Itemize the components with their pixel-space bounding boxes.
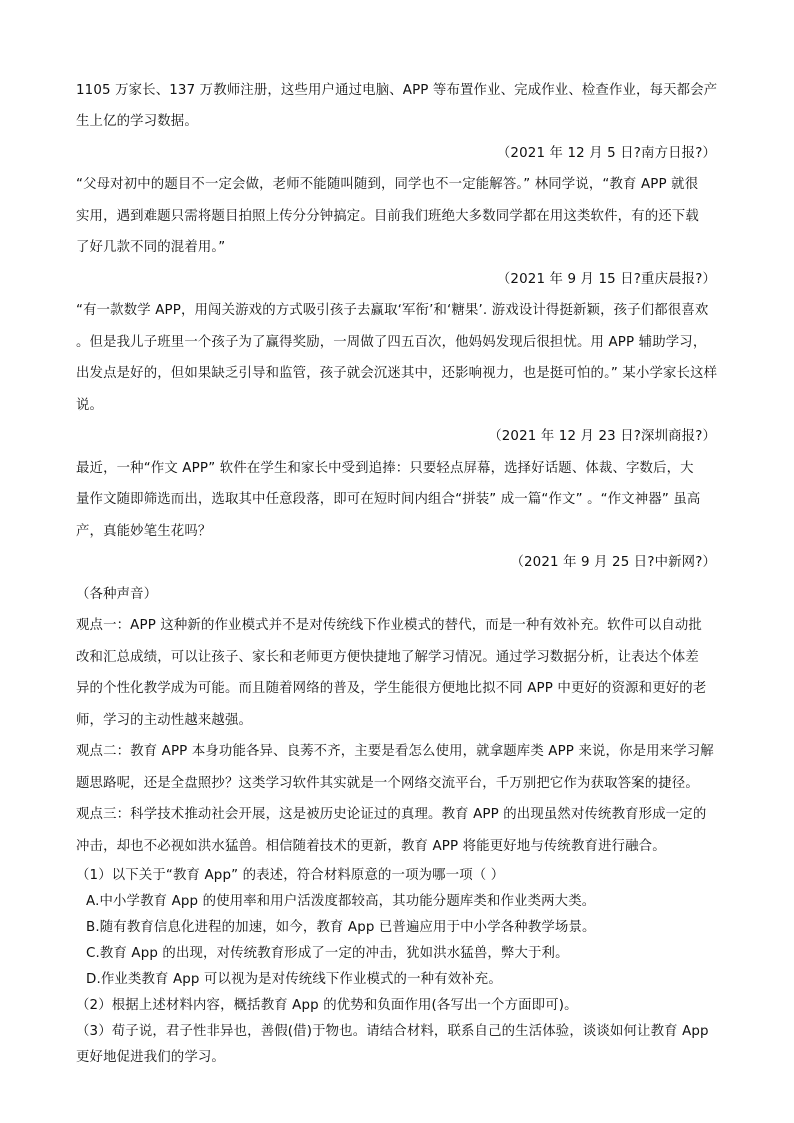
body-line: 。但是我儿子班里一个孩子为了赢得奖励，一周做了四五百次，他妈妈发现后很担忧。用 APP 辅助学习，: [76, 335, 707, 350]
body-line: 最近，一种“作文 APP” 软件在学生和家长中受到追捧：只要轻点屏幕，选择好话题、体裁、字数后，大: [76, 461, 694, 476]
viewpoint-line: 冲击，却也不必视如洪水猛兽。相信随着技术的更新，教育 APP 将能更好地与传统教育进行融合。: [76, 839, 666, 854]
body-line: 说。: [76, 398, 104, 413]
body-line: 了好几款不同的混着用。”: [76, 240, 226, 255]
source-citation: （2021 年 12 月 23 日?深圳商报?）: [488, 429, 716, 444]
source-citation: （2021 年 12 月 5 日?南方日报?）: [496, 146, 716, 161]
option-a: A.中小学教育 App 的使用率和用户活泼度都较高，其功能分题库类和作业类两大类。: [86, 894, 596, 909]
viewpoint-line: 观点二：教育 APP 本身功能各异、良莠不齐，主要是看怎么使用，就拿题库类 APP 来说，你是用来学习解: [76, 744, 714, 759]
question-3: （3）荀子说，君子性非异也，善假(借)于物也。请结合材料，联系自己的生活体验，谈谈如何让教育 App: [76, 1024, 709, 1039]
body-line: “父母对初中的题目不一定会做，老师不能随叫随到，同学也不一定能解答。” 林同学说，“教育 APP 就很: [76, 177, 699, 192]
viewpoint-line: 题思路呢，还是全盘照抄？这类学习软件其实就是一个网络交流平台，千万别把它作为获取答案的捷径。: [76, 776, 699, 791]
question-2: （2）根据上述材料内容，概括教育 App 的优势和负面作用(各写出一个方面即可)。: [76, 998, 578, 1013]
body-line: 产，真能妙笔生花吗？: [76, 524, 212, 539]
option-b: B.随有教育信息化进程的加速，如今，教育 App 已普遍应用于中小学各种教学场景。: [86, 920, 596, 935]
question-1: （1）以下关于“教育 App” 的表述，符合材料原意的一项为哪一项（ ）: [76, 868, 505, 883]
body-line: 量作文随即筛选而出，选取其中任意段落，即可在短时间内组合“拼装” 成一篇“作文” 。“作文神器” 虽高: [76, 492, 701, 507]
option-c: C.教育 App 的出现，对传统教育形成了一定的冲击，犹如洪水猛兽，弊大于利。: [86, 946, 569, 961]
body-line: “有一款数学 APP，用闯关游戏的方式吸引孩子去赢取‘军衔’和‘糖果’. 游戏设计得挺新颖，孩子们都很喜欢: [76, 303, 709, 318]
viewpoint-line: 异的个性化教学成为可能。而且随着网络的普及，学生能很方便地比拟不同 APP 中更好的资源和更好的老: [76, 681, 707, 696]
body-line: 实用，遇到难题只需将题目拍照上传分分钟搞定。目前我们班绝大多数同学都在用这类软件，有的还下载: [76, 209, 699, 224]
body-line: 生上亿的学习数据。: [76, 114, 198, 129]
viewpoint-line: 观点三：科学技术推动社会开展，这是被历史论证过的真理。教育 APP 的出现虽然对传统教育形成一定的: [76, 807, 707, 822]
question-3: 更好地促进我们的学习。: [76, 1050, 225, 1065]
source-citation: （2021 年 9 月 15 日?重庆晨报?）: [496, 272, 716, 287]
body-line: 1105 万家长、137 万教师注册，这些用户通过电脑、APP 等布置作业、完成作业、检查作业，每天都会产: [76, 83, 718, 98]
source-citation: （2021 年 9 月 25 日?中新网?）: [510, 555, 716, 570]
option-d: D.作业类教育 App 可以视为是对传统线下作业模式的一种有效补充。: [86, 972, 502, 987]
body-line: 出发点是好的，但如果缺乏引导和监管，孩子就会沉迷其中，还影响视力，也是挺可怕的。” 某小学家长这样: [76, 366, 718, 381]
section-heading: （各种声音）: [76, 587, 158, 602]
viewpoint-line: 师，学习的主动性越来越强。: [76, 713, 253, 728]
viewpoint-line: 观点一：APP 这种新的作业模式并不是对传统线下作业模式的替代，而是一种有效补充。软件可以自动批: [76, 618, 702, 633]
viewpoint-line: 改和汇总成绩，可以让孩子、家长和老师更方便快捷地了解学习情况。通过学习数据分析，让表达个体差: [76, 650, 699, 665]
